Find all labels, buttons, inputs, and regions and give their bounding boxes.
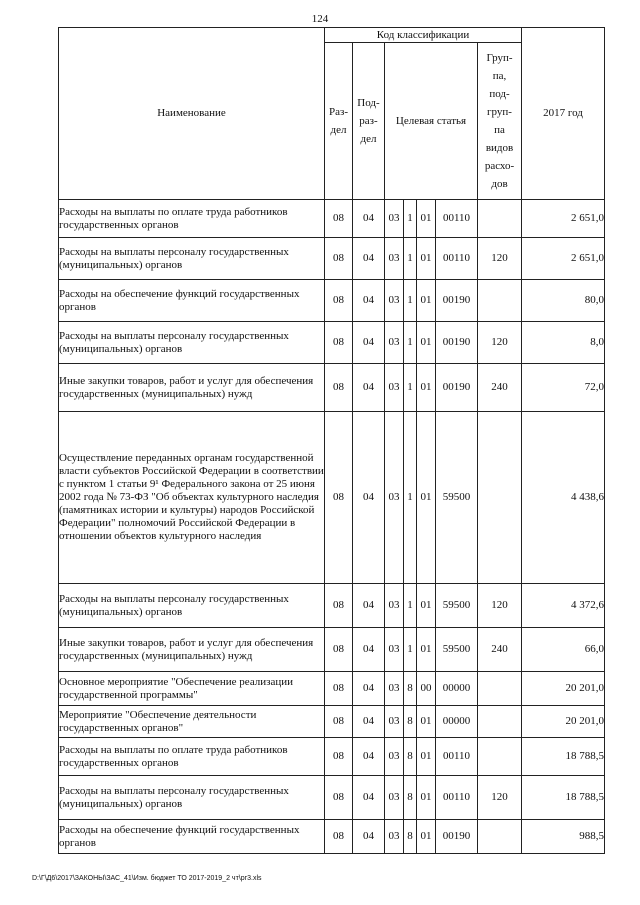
header-expense-group: Груп- па, под- груп- па видов расхо- дов: [478, 43, 522, 200]
row-target-subprogram: 1: [404, 322, 417, 364]
row-target-event: 01: [417, 412, 436, 584]
row-name: Осуществление переданных органам государственной власти субъектов Российской Федерации в соответствии с пунктом 1 статьи 9¹ Федерального закона от 25 июня 2002 года № 73-ФЗ "Об объектах культурного наследия (памятниках истории и культуры) народов Российской Федерации" полномочий Российской Федерации в отношении объектов культурного наследия: [59, 412, 325, 584]
row-expense-group: [478, 412, 522, 584]
table-row: [59, 280, 605, 322]
table-row: [59, 322, 605, 364]
header-subsection: Под- раз- дел: [353, 43, 385, 200]
table-row: [59, 820, 605, 854]
row-name: Основное мероприятие "Обеспечение реализации государственной программы": [59, 672, 325, 706]
table-row: [59, 584, 605, 628]
row-subsection: 04: [353, 776, 385, 820]
row-amount: 4 372,6: [522, 584, 605, 628]
row-expense-group: [478, 200, 522, 238]
header-section: Раз- дел: [325, 43, 353, 200]
row-target-program: 03: [385, 322, 404, 364]
row-amount: 18 788,5: [522, 776, 605, 820]
row-name: Мероприятие "Обеспечение деятельности государственных органов": [59, 706, 325, 738]
row-subsection: 04: [353, 672, 385, 706]
row-target-direction: 00110: [436, 776, 478, 820]
header-name: Наименование: [59, 28, 325, 200]
row-section: 08: [325, 738, 353, 776]
row-expense-group: [478, 672, 522, 706]
row-target-program: 03: [385, 738, 404, 776]
row-target-direction: 00110: [436, 200, 478, 238]
row-subsection: 04: [353, 280, 385, 322]
row-amount: 2 651,0: [522, 200, 605, 238]
row-target-event: 01: [417, 820, 436, 854]
row-target-direction: 00110: [436, 738, 478, 776]
file-path-footer: D:\Г\Д6\2017\ЗАКОНЫ\ЗАС_41\Изм. бюджет ТО 2017-2019_2 чт\рг3.xls: [32, 875, 262, 882]
row-target-direction: 00110: [436, 238, 478, 280]
table-row: [59, 200, 605, 238]
row-amount: 20 201,0: [522, 672, 605, 706]
row-section: 08: [325, 584, 353, 628]
row-target-subprogram: 1: [404, 364, 417, 412]
row-amount: 18 788,5: [522, 738, 605, 776]
row-target-program: 03: [385, 672, 404, 706]
row-expense-group: [478, 706, 522, 738]
row-subsection: 04: [353, 738, 385, 776]
row-target-program: 03: [385, 238, 404, 280]
table-row: [59, 672, 605, 706]
budget-table: [58, 27, 605, 854]
row-subsection: 04: [353, 200, 385, 238]
row-target-subprogram: 8: [404, 672, 417, 706]
row-name: Расходы на выплаты персоналу государственных (муниципальных) органов: [59, 238, 325, 280]
row-amount: 988,5: [522, 820, 605, 854]
row-target-event: 01: [417, 364, 436, 412]
row-target-event: 01: [417, 628, 436, 672]
row-amount: 20 201,0: [522, 706, 605, 738]
row-subsection: 04: [353, 364, 385, 412]
row-expense-group: 240: [478, 364, 522, 412]
row-amount: 8,0: [522, 322, 605, 364]
header-year: 2017 год: [522, 28, 605, 200]
row-subsection: 04: [353, 322, 385, 364]
row-expense-group: [478, 738, 522, 776]
row-target-program: 03: [385, 364, 404, 412]
row-section: 08: [325, 280, 353, 322]
row-section: 08: [325, 820, 353, 854]
row-target-subprogram: 8: [404, 820, 417, 854]
row-target-program: 03: [385, 820, 404, 854]
table-row: [59, 412, 605, 584]
table-row: [59, 738, 605, 776]
row-target-event: 01: [417, 322, 436, 364]
row-expense-group: 120: [478, 238, 522, 280]
row-target-event: 01: [417, 738, 436, 776]
row-target-event: 01: [417, 706, 436, 738]
row-target-subprogram: 8: [404, 738, 417, 776]
page-number: 124: [311, 13, 329, 25]
row-target-subprogram: 1: [404, 238, 417, 280]
row-target-program: 03: [385, 584, 404, 628]
row-target-event: 01: [417, 280, 436, 322]
table-row: [59, 628, 605, 672]
row-amount: 2 651,0: [522, 238, 605, 280]
row-target-event: 01: [417, 200, 436, 238]
table-row: [59, 706, 605, 738]
row-target-subprogram: 8: [404, 776, 417, 820]
row-target-program: 03: [385, 706, 404, 738]
row-section: 08: [325, 628, 353, 672]
row-target-direction: 00000: [436, 672, 478, 706]
row-target-direction: 00000: [436, 706, 478, 738]
row-target-program: 03: [385, 200, 404, 238]
row-section: 08: [325, 776, 353, 820]
row-section: 08: [325, 200, 353, 238]
row-name: Расходы на выплаты по оплате труда работников государственных органов: [59, 200, 325, 238]
row-target-direction: 59500: [436, 628, 478, 672]
row-expense-group: 120: [478, 776, 522, 820]
row-section: 08: [325, 706, 353, 738]
row-name: Расходы на обеспечение функций государственных органов: [59, 280, 325, 322]
row-target-direction: 00190: [436, 280, 478, 322]
row-subsection: 04: [353, 820, 385, 854]
row-target-program: 03: [385, 280, 404, 322]
row-expense-group: [478, 280, 522, 322]
row-amount: 72,0: [522, 364, 605, 412]
row-name: Расходы на выплаты персоналу государственных (муниципальных) органов: [59, 322, 325, 364]
row-section: 08: [325, 364, 353, 412]
row-target-subprogram: 1: [404, 280, 417, 322]
row-target-event: 01: [417, 776, 436, 820]
table-row: [59, 238, 605, 280]
row-name: Иные закупки товаров, работ и услуг для обеспечения государственных (муниципальных) нужд: [59, 364, 325, 412]
row-target-direction: 00190: [436, 322, 478, 364]
row-target-event: 01: [417, 584, 436, 628]
row-target-subprogram: 1: [404, 200, 417, 238]
table-row: [59, 776, 605, 820]
row-section: 08: [325, 238, 353, 280]
row-target-direction: 00190: [436, 820, 478, 854]
row-section: 08: [325, 322, 353, 364]
row-target-direction: 59500: [436, 412, 478, 584]
row-target-event: 01: [417, 238, 436, 280]
row-subsection: 04: [353, 628, 385, 672]
row-target-program: 03: [385, 412, 404, 584]
row-subsection: 04: [353, 412, 385, 584]
table-row: [59, 364, 605, 412]
row-name: Расходы на обеспечение функций государственных органов: [59, 820, 325, 854]
row-target-subprogram: 1: [404, 628, 417, 672]
row-target-subprogram: 1: [404, 412, 417, 584]
row-section: 08: [325, 412, 353, 584]
row-target-program: 03: [385, 628, 404, 672]
row-amount: 80,0: [522, 280, 605, 322]
row-target-direction: 59500: [436, 584, 478, 628]
row-expense-group: 240: [478, 628, 522, 672]
header-row: [59, 28, 605, 43]
row-expense-group: 120: [478, 322, 522, 364]
row-section: 08: [325, 672, 353, 706]
row-target-event: 00: [417, 672, 436, 706]
row-name: Иные закупки товаров, работ и услуг для обеспечения государственных (муниципальных) нужд: [59, 628, 325, 672]
header-code-classification: Код классификации: [325, 28, 522, 43]
row-expense-group: 120: [478, 584, 522, 628]
header-target-article: Целевая статья: [385, 43, 478, 200]
row-amount: 66,0: [522, 628, 605, 672]
row-subsection: 04: [353, 238, 385, 280]
row-target-subprogram: 8: [404, 706, 417, 738]
row-subsection: 04: [353, 706, 385, 738]
row-name: Расходы на выплаты по оплате труда работников государственных органов: [59, 738, 325, 776]
row-target-subprogram: 1: [404, 584, 417, 628]
row-target-program: 03: [385, 776, 404, 820]
row-amount: 4 438,6: [522, 412, 605, 584]
row-name: Расходы на выплаты персоналу государственных (муниципальных) органов: [59, 776, 325, 820]
row-name: Расходы на выплаты персоналу государственных (муниципальных) органов: [59, 584, 325, 628]
row-subsection: 04: [353, 584, 385, 628]
row-expense-group: [478, 820, 522, 854]
row-target-direction: 00190: [436, 364, 478, 412]
